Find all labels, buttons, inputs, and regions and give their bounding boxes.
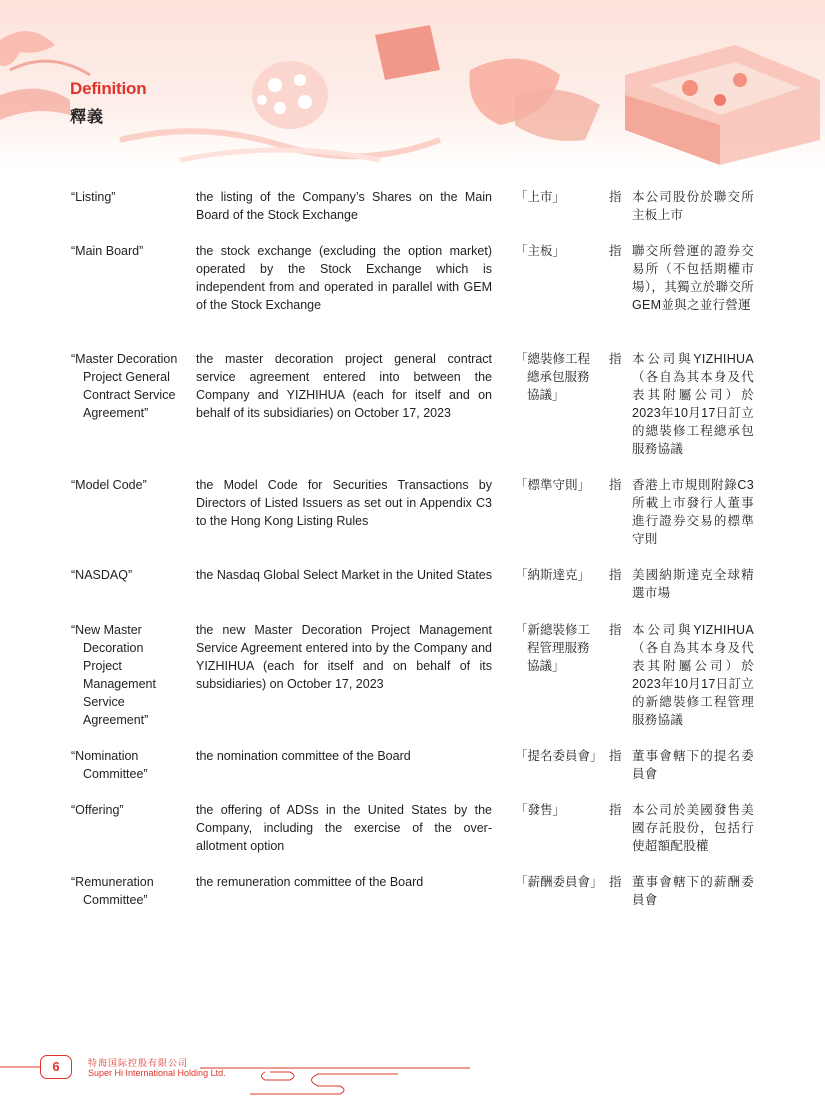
- means-marker: 指: [609, 568, 622, 582]
- means-marker: 指: [609, 623, 622, 637]
- company-name-zh: 特海国际控股有限公司: [88, 1058, 189, 1068]
- page-footer: [0, 1040, 825, 1120]
- term-description: the stock exchange (excluding the option market) operated by the Stock Exchange which is independent from and operated in parallel with GEM of the Stock Exchange: [196, 244, 492, 312]
- term-en: “Model Code”: [71, 478, 147, 492]
- term-description-zh: 美國納斯達克全球精選市場: [632, 568, 754, 600]
- company-name-en: Super Hi International Holding Ltd.: [88, 1068, 226, 1078]
- term-description: the master decoration project general contract service agreement entered into between the Company and YIZHIHUA (each for itself and on behalf of its subsidiaries) on October 17, 2023: [196, 352, 492, 420]
- term-en: “Nomination Committee”: [71, 749, 148, 781]
- page-title-zh: 釋義: [70, 109, 105, 126]
- term-description-zh: 董事會轄下的提名委員會: [632, 749, 754, 781]
- term-description-zh: 本公司於美國發售美國存託股份，包括行使超額配股權: [632, 803, 754, 853]
- term-description: the remuneration committee of the Board: [196, 875, 424, 889]
- term-zh: 「提名委員會」: [515, 749, 603, 763]
- term-description-zh: 香港上市規則附錄C3所載上市發行人董事進行證券交易的標準守則: [632, 478, 754, 546]
- page-title: Definition: [70, 79, 147, 98]
- term-en: “NASDAQ”: [71, 568, 133, 582]
- term-description: the Nasdaq Global Select Market in the United States: [196, 568, 492, 582]
- means-marker: 指: [609, 803, 622, 817]
- term-description-zh: 聯交所營運的證券交易所（不包括期權市場），其獨立於聯交所GEM並與之並行營運: [632, 244, 754, 312]
- term-description: the new Master Decoration Project Management Service Agreement entered into by the Company and YIZHIHUA (each for itself and on behalf of its subsidiaries) on October 17, 2023: [196, 623, 492, 691]
- term-description-zh: 本公司股份於聯交所主板上市: [632, 190, 754, 222]
- term-en: “Main Board”: [71, 244, 144, 258]
- term-description-zh: 董事會轄下的薪酬委員會: [632, 875, 754, 907]
- term-en: “New Master Decoration Project Management Service Agreement”: [71, 623, 156, 727]
- term-en: “Listing”: [71, 190, 116, 204]
- term-description: the offering of ADSs in the United States by the Company, including the exercise of the over-allotment option: [196, 803, 492, 853]
- term-zh: 「納斯達克」: [515, 568, 591, 582]
- term-en: “Offering”: [71, 803, 124, 817]
- term-zh: 「標準守則」: [515, 478, 591, 492]
- term-zh: 「發售」: [515, 803, 566, 817]
- term-en: “Remuneration Committee”: [71, 875, 154, 907]
- term-description: the nomination committee of the Board: [196, 749, 411, 763]
- term-description: the Model Code for Securities Transactions by Directors of Listed Issuers as set out in Appendix C3 to the Hong Kong Listing Rules: [196, 478, 492, 528]
- page-number: 6: [40, 1055, 72, 1079]
- means-marker: 指: [609, 244, 622, 258]
- means-marker: 指: [609, 749, 622, 763]
- term-description: the listing of the Company’s Shares on the Main Board of the Stock Exchange: [196, 190, 492, 222]
- means-marker: 指: [609, 190, 622, 204]
- term-zh: 「總裝修工程 總承包服務 協議」: [515, 352, 591, 402]
- footer-wave-decoration: [0, 1040, 825, 1120]
- means-marker: 指: [609, 875, 622, 889]
- term-zh: 「薪酬委員會」: [515, 875, 603, 889]
- term-description-zh: 本公司與YIZHIHUA（各自為其本身及代表其附屬公司）於2023年10月17日訂立的新總裝修工程管理服務協議: [632, 623, 755, 727]
- term-en: “Master Decoration Project General Contract Service Agreement”: [71, 352, 178, 420]
- term-zh: 「上市」: [515, 190, 566, 204]
- term-description-zh: 本公司與YIZHIHUA（各自為其本身及代表其附屬公司）於2023年10月17日訂立的總裝修工程總承包服務協議: [632, 352, 755, 456]
- means-marker: 指: [609, 478, 622, 492]
- term-zh: 「新總裝修工 程管理服務 協議」: [515, 623, 591, 673]
- means-marker: 指: [609, 352, 622, 366]
- header-banner: [0, 0, 825, 170]
- term-zh: 「主板」: [515, 244, 566, 258]
